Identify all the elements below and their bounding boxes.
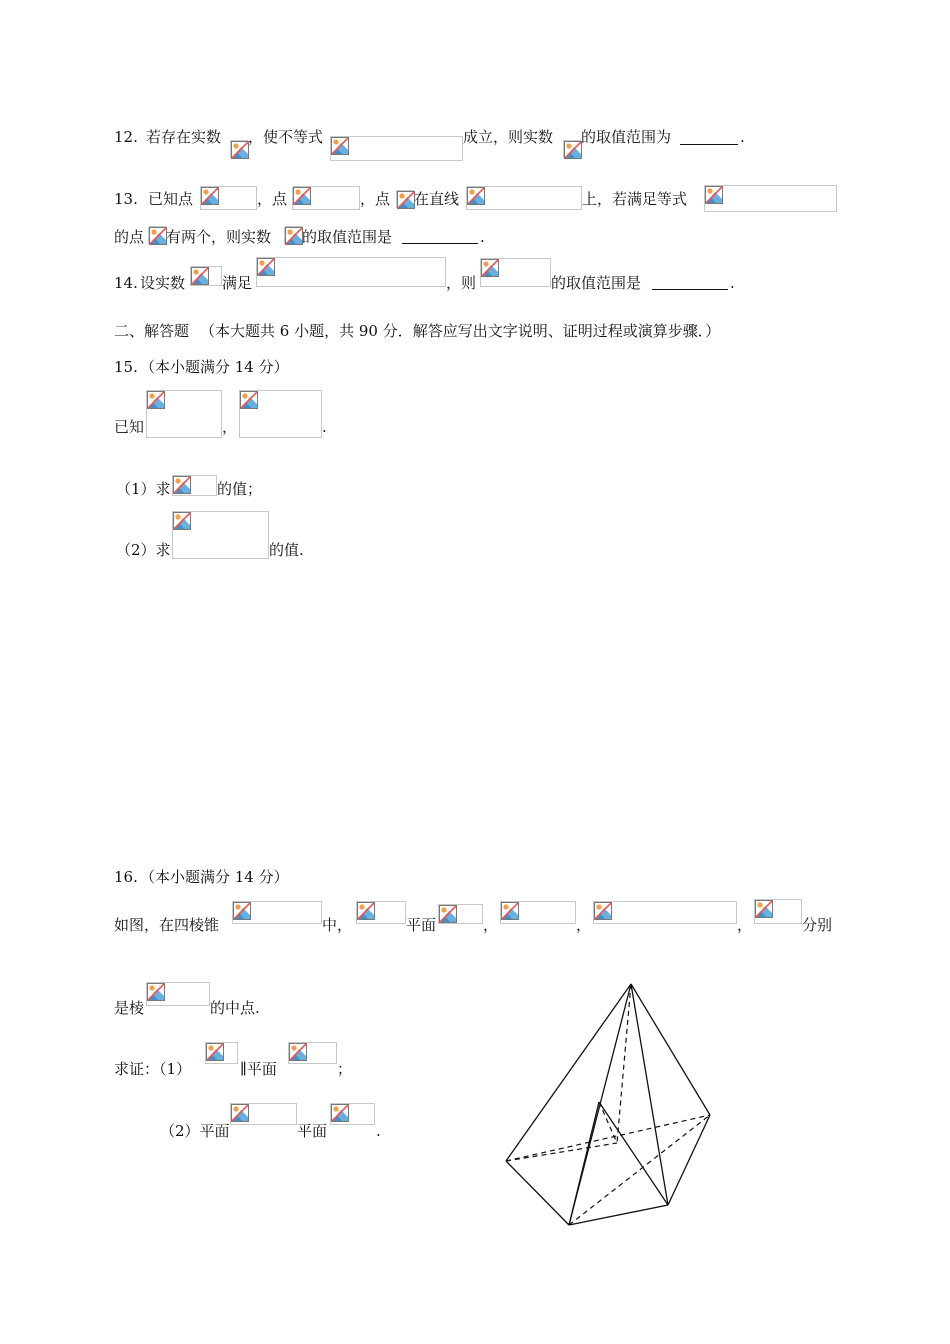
q16-part2-end: . <box>376 1122 381 1140</box>
q12-number: 12. <box>114 128 138 146</box>
math-formula-image <box>593 901 737 924</box>
answer-blank <box>402 229 478 244</box>
q13-text-7: 有两个，则实数 <box>166 228 272 246</box>
q15-text-1: 已知 <box>114 418 145 436</box>
math-formula-image <box>288 1042 337 1064</box>
q14-text-3: ，则 <box>446 274 477 292</box>
broken-image-icon <box>564 141 582 159</box>
q14-number: 14. <box>114 274 138 292</box>
q16-header: （本小题满分 14 分） <box>140 868 289 886</box>
q16-comma-2: ， <box>576 916 592 934</box>
q14-text-1: 设实数 <box>140 274 186 292</box>
q13-period: . <box>480 228 485 246</box>
broken-image-icon <box>439 905 457 923</box>
broken-image-icon <box>206 1043 224 1061</box>
broken-image-icon <box>231 141 249 159</box>
q12-text-4: 的取值范围为 <box>581 128 672 146</box>
q13-text-4: 在直线 <box>414 190 460 208</box>
dashed-edge-apex-base <box>617 984 631 1143</box>
q16-number: 16. <box>114 868 138 886</box>
q16-part2-a: （2）平面 <box>160 1122 230 1140</box>
section-note: （本大题共 6 小题，共 90 分．解答应写出文字说明、证明过程或演算步骤．） <box>200 322 721 340</box>
math-formula-image <box>146 390 222 438</box>
math-formula-image <box>396 190 414 208</box>
broken-image-icon <box>705 186 723 204</box>
broken-image-icon <box>233 902 251 920</box>
dashed-edge-left-back <box>506 1143 617 1161</box>
q14-text-2: 满足 <box>222 274 253 292</box>
broken-image-icon <box>231 1104 249 1122</box>
math-formula-image <box>232 901 322 924</box>
q16-part2-b: 平面 <box>297 1122 328 1140</box>
q16-comma-3: ， <box>737 916 753 934</box>
math-formula-image <box>438 904 483 924</box>
q15-header: （本小题满分 14 分） <box>140 358 289 376</box>
broken-image-icon <box>357 902 375 920</box>
q13-text-2: ，点 <box>257 190 288 208</box>
math-formula-image <box>330 1103 375 1125</box>
q13-text-6: 的点 <box>114 228 145 246</box>
math-formula-image <box>172 511 269 559</box>
math-formula-image <box>205 1042 238 1064</box>
q13-text-1: 已知点 <box>148 190 194 208</box>
edge-inner <box>599 1102 668 1205</box>
math-formula-image <box>256 257 446 287</box>
q16-text-4: 分别 <box>802 916 833 934</box>
q12-text-1: 若存在实数 <box>146 128 222 146</box>
math-formula-image <box>190 266 222 286</box>
q12-text-2: ，使不等式 <box>248 128 324 146</box>
broken-image-icon <box>173 476 191 494</box>
q15-number: 15. <box>114 358 138 376</box>
broken-image-icon <box>149 227 167 245</box>
q16-semicolon: ； <box>337 1060 353 1078</box>
edge-apex-left <box>506 984 631 1161</box>
section-title: 二、解答题 <box>114 322 190 340</box>
math-formula-image <box>754 899 802 924</box>
broken-image-icon <box>257 258 275 276</box>
edge-inner-2 <box>569 1102 599 1225</box>
edge-base-left-front <box>506 1161 569 1225</box>
q12-text-3: 成立，则实数 <box>463 128 554 146</box>
broken-image-icon <box>285 227 303 245</box>
q15-period: . <box>322 418 327 436</box>
q15-comma: ， <box>222 418 238 436</box>
math-formula-image <box>500 901 576 924</box>
q13-text-3: ，点 <box>360 190 391 208</box>
q14-period: . <box>730 274 735 292</box>
broken-image-icon <box>331 137 349 155</box>
math-formula-image <box>239 390 322 438</box>
q12-period: . <box>740 128 745 146</box>
math-formula-image <box>292 186 360 210</box>
q13-text-8: 的取值范围是 <box>302 228 393 246</box>
math-formula-image <box>230 140 248 158</box>
edge-base-front-right <box>569 1205 668 1225</box>
q16-text-2: 中， <box>322 916 353 934</box>
broken-image-icon <box>467 187 485 205</box>
q14-text-4: 的取值范围是 <box>551 274 642 292</box>
math-formula-image <box>172 475 217 496</box>
q16-prove: 求证：（1） <box>114 1060 192 1078</box>
broken-image-icon <box>147 983 165 1001</box>
edge-apex-right <box>631 984 710 1115</box>
q15-part1-a: （1）求 <box>116 480 171 498</box>
math-formula-image <box>200 186 257 210</box>
broken-image-icon <box>201 187 219 205</box>
broken-image-icon <box>173 512 191 530</box>
q15-part1-b: 的值； <box>217 480 263 498</box>
q16-text-6: 的中点. <box>210 999 260 1017</box>
q16-comma-1: ， <box>483 916 499 934</box>
q13-number: 13. <box>114 190 138 208</box>
math-formula-image <box>480 258 551 287</box>
math-formula-image <box>230 1103 297 1125</box>
answer-blank <box>680 130 738 145</box>
math-formula-image <box>704 185 837 212</box>
broken-image-icon <box>594 902 612 920</box>
math-formula-image <box>563 140 581 158</box>
answer-blank <box>652 275 728 290</box>
broken-image-icon <box>501 902 519 920</box>
math-formula-image <box>146 982 210 1006</box>
math-formula-image <box>284 226 302 244</box>
q15-part2-b: 的值. <box>269 541 304 559</box>
broken-image-icon <box>397 191 415 209</box>
edge-base-right <box>668 1115 710 1205</box>
math-formula-image <box>466 186 582 210</box>
math-formula-image <box>330 136 463 161</box>
broken-image-icon <box>293 187 311 205</box>
dashed-edge-mid <box>599 1102 617 1143</box>
q13-text-5: 上，若满足等式 <box>582 190 688 208</box>
q16-parallel: ∥平面 <box>240 1060 277 1078</box>
q15-part2-a: （2）求 <box>116 541 171 559</box>
q16-text-5: 是棱 <box>114 999 145 1017</box>
broken-image-icon <box>481 259 499 277</box>
broken-image-icon <box>289 1043 307 1061</box>
broken-image-icon <box>147 391 165 409</box>
math-formula-image <box>148 226 166 244</box>
math-formula-image <box>356 901 406 924</box>
broken-image-icon <box>331 1104 349 1122</box>
broken-image-icon <box>191 267 209 285</box>
q16-text-1: 如图，在四棱锥 <box>114 916 220 934</box>
broken-image-icon <box>240 391 258 409</box>
q16-text-3: 平面 <box>406 916 437 934</box>
pyramid-figure <box>496 975 720 1233</box>
broken-image-icon <box>755 900 773 918</box>
